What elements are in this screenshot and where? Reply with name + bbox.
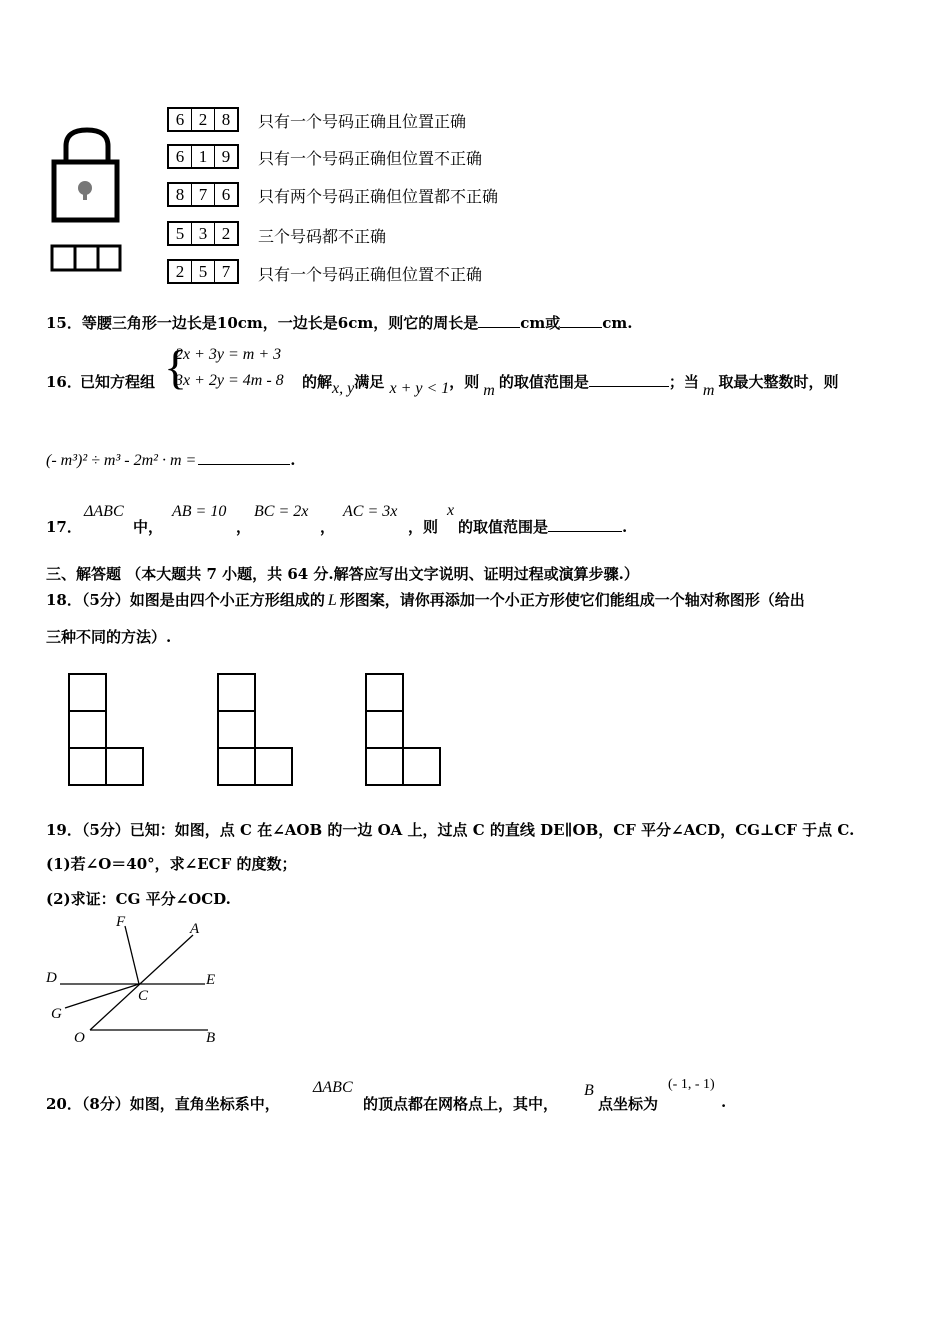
q17-ac: AC = 3x [343,503,398,520]
q17-comma: ， [236,518,252,536]
system-brace: { [164,341,188,394]
clue-text: 只有两个号码正确但位置都不正确 [258,187,499,206]
q16-text: 已知方程组 [80,373,156,391]
clue-text: 只有一个号码正确但位置不正确 [258,149,483,168]
l-shape-figure [69,674,143,785]
q20-text: 的顶点都在网格点上，其中， [363,1095,559,1113]
q20-text: 点坐标为 [598,1095,659,1113]
l-shape-figure [218,674,292,785]
q17-x: x [447,502,455,519]
clue-digits: 6 2 8 [167,107,239,132]
clue-text: 只有一个号码正确但位置不正确 [258,265,483,284]
q17-ab: AB = 10 [172,503,227,520]
equation-1: 2x + 3y = m + 3 [175,346,282,363]
q19-line1: 19．（5分）已知：如图，点 C 在∠AOB 的一边 OA 上，过点 C 的直线 DE∥OB，CF 平分∠ACD，CG⊥CF 于点 C. [46,821,855,839]
q18-line2: 三种不同的方法）. [46,628,172,646]
label-e: E [206,972,216,988]
clue-text: 三个号码都不正确 [258,227,387,246]
q16-text: 的解x, y满足 x + y < 1，则 m 的取值范围是 ；当 m 取最大整数时，则 [302,373,839,399]
q19-part1: (1)若∠O＝40°，求∠ECF 的度数； [46,855,297,873]
angle-figure [40,910,240,1050]
section-heading: 三、解答题 （本大题共 7 小题，共 64 分.解答应写出文字说明、证明过程或演算步骤.） [46,565,639,583]
ray-cg [65,984,139,1008]
ray-cf [125,926,139,984]
label-d: D [46,970,57,986]
answer-blank[interactable] [589,372,669,387]
answer-blank[interactable] [198,450,290,465]
l-shape-figure [366,674,440,785]
clue-digits: 8 7 6 [167,182,239,207]
label-g: G [51,1006,62,1022]
padlock-icon [48,126,126,276]
q17-text: 中， [133,518,164,536]
q17-num: 17． [46,518,82,536]
equation-2: 3x + 2y = 4m - 8 [175,372,284,389]
ray-oa [90,935,193,1030]
q17-text: ，则 [408,518,439,536]
clue-digits: 5 3 2 [167,221,239,246]
answer-blank[interactable] [548,517,622,532]
clue-digits: 2 5 7 [167,259,239,284]
b-coordinate: (- 1, - 1) [668,1077,715,1092]
point-b: B [584,1082,594,1099]
label-b: B [206,1030,216,1046]
q18-line1: 18．（5分）如图是由四个小正方形组成的 L 形图案，请你再添加一个小正方形使它们能组成一个轴对称图形（给出 [46,591,805,609]
label-o: O [74,1030,85,1046]
label-c: C [138,988,149,1004]
q20-end: . [721,1093,727,1111]
clue-text: 只有一个号码正确且位置正确 [258,112,467,131]
answer-blank[interactable] [478,313,520,328]
triangle-abc: ΔABC [84,503,124,520]
q19-part2: (2)求证：CG 平分∠OCD. [46,890,231,908]
question-15: 15．等腰三角形一边长是10cm，一边长是6cm，则它的周长是 cm或 cm. [46,314,633,332]
answer-blank[interactable] [560,313,602,328]
q17-text: 的取值范围是 . [458,518,628,536]
q17-bc: BC = 2x [254,503,309,520]
label-f: F [116,914,126,930]
q20-text: 20．（8分）如图，直角坐标系中， [46,1095,280,1113]
label-a: A [190,921,200,937]
q16-expression: (- m³)² ÷ m³ - 2m² · m = . [46,451,296,469]
clue-digits: 6 1 9 [167,144,239,169]
q16-num: 16． [46,373,82,391]
triangle-abc: ΔABC [313,1079,353,1096]
q17-comma: ， [320,518,336,536]
l-shape-figures [60,668,460,793]
